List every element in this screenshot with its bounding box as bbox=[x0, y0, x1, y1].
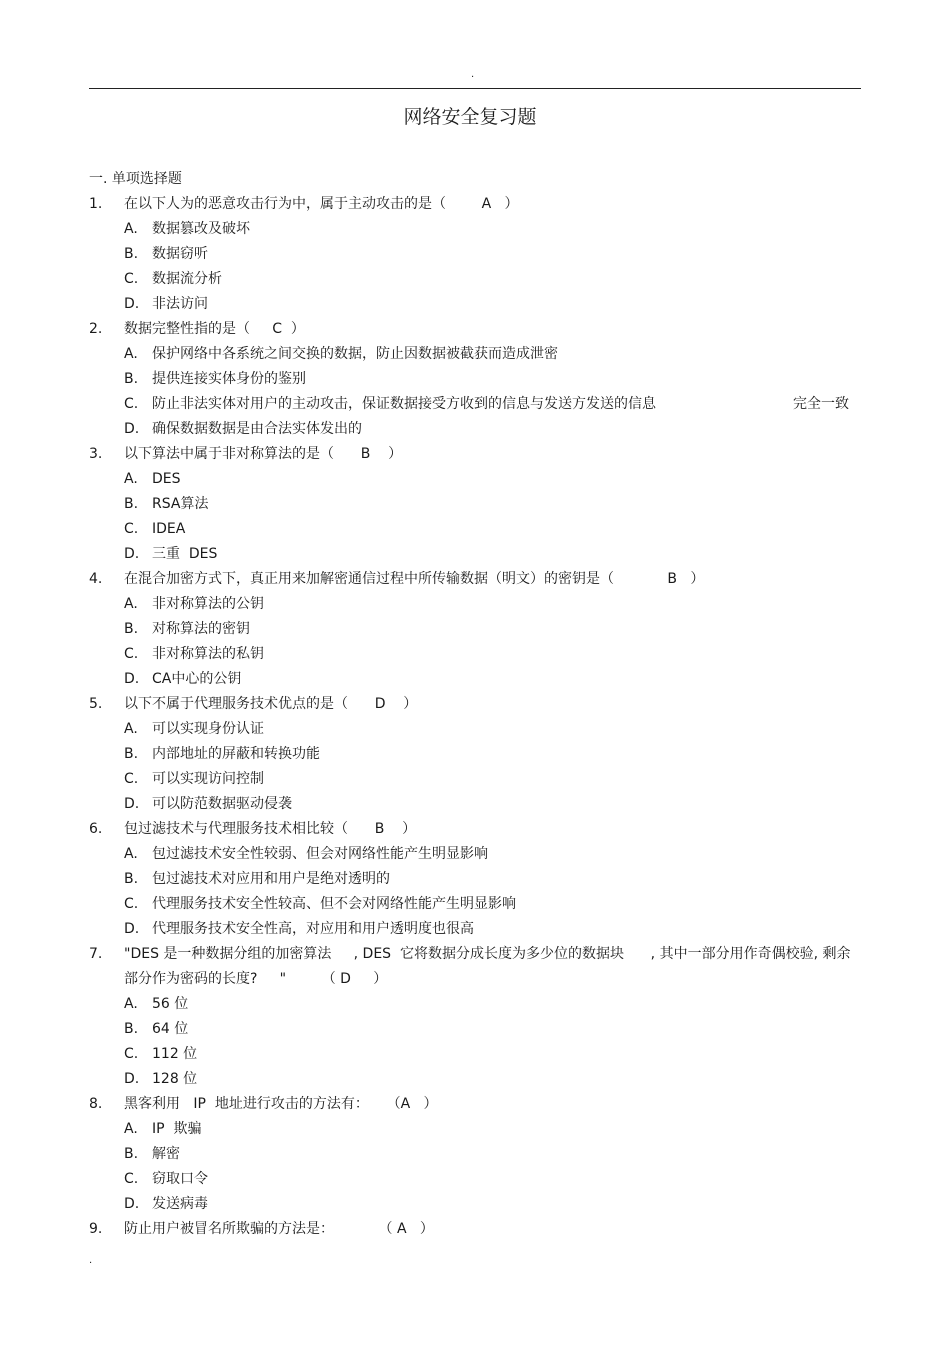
option-text: 数据流分析 bbox=[152, 271, 222, 287]
option-item bbox=[89, 867, 859, 892]
option-text: 三重 DES bbox=[152, 546, 218, 562]
option-letter: B. bbox=[124, 746, 139, 762]
option-text: 代理服务技术安全性较高、但不会对网络性能产生明显影响 bbox=[152, 896, 516, 912]
option-item bbox=[89, 1167, 859, 1192]
option-item bbox=[89, 242, 859, 267]
question-number: 6. bbox=[89, 821, 103, 837]
option-text: IP 欺骗 bbox=[152, 1121, 202, 1137]
option-item bbox=[89, 917, 859, 942]
question-answer: A ） bbox=[446, 196, 519, 212]
option-item bbox=[89, 342, 859, 367]
option-item bbox=[89, 542, 859, 567]
option-item bbox=[89, 667, 859, 692]
option-text: 确保数据数据是由合法实体发出的 bbox=[152, 421, 362, 437]
option-item bbox=[89, 842, 859, 867]
option-text: 数据篡改及破坏 bbox=[152, 221, 250, 237]
option-text: 提供连接实体身份的鉴别 bbox=[152, 371, 306, 387]
option-item bbox=[89, 217, 859, 242]
question-answer: B ） bbox=[334, 446, 403, 462]
option-letter: D. bbox=[124, 671, 140, 687]
option-text: 112 位 bbox=[152, 1046, 198, 1062]
question-number: 5. bbox=[89, 696, 103, 712]
option-letter: A. bbox=[124, 221, 138, 237]
option-text: 128 位 bbox=[152, 1071, 198, 1087]
question-text: 包过滤技术与代理服务技术相比较（ B ） bbox=[124, 821, 417, 837]
option-letter: C. bbox=[124, 1171, 139, 1187]
option-item bbox=[89, 1192, 859, 1217]
option-text: RSA算法 bbox=[152, 496, 209, 512]
section-heading: 一. 单项选择题 bbox=[89, 171, 182, 187]
option-letter: D. bbox=[124, 296, 140, 312]
option-text: 可以实现身份认证 bbox=[152, 721, 264, 737]
option-text: 非法访问 bbox=[152, 296, 208, 312]
option-letter: C. bbox=[124, 646, 139, 662]
option-letter: B. bbox=[124, 621, 139, 637]
question-text: 防止用户被冒名所欺骗的方法是： （ A ） bbox=[124, 1221, 434, 1237]
question-answer: D ） bbox=[348, 696, 418, 712]
option-text: 包过滤技术安全性较弱、但会对网络性能产生明显影响 bbox=[152, 846, 488, 862]
option-item bbox=[89, 992, 859, 1017]
option-letter: C. bbox=[124, 771, 139, 787]
question-answer: C ） bbox=[250, 321, 305, 337]
question-answer: （A ） bbox=[368, 1096, 438, 1112]
option-text: CA中心的公钥 bbox=[152, 671, 242, 687]
option-item bbox=[89, 717, 859, 742]
question-1 bbox=[89, 192, 859, 217]
option-item bbox=[89, 1017, 859, 1042]
option-letter: C. bbox=[124, 1046, 139, 1062]
option-item bbox=[89, 1142, 859, 1167]
question-5 bbox=[89, 692, 859, 717]
option-text: 非对称算法的私钥 bbox=[152, 646, 264, 662]
header-rule bbox=[89, 88, 861, 89]
question-number: 2. bbox=[89, 321, 103, 337]
option-item bbox=[89, 1067, 859, 1092]
option-letter: B. bbox=[124, 496, 139, 512]
option-letter: D. bbox=[124, 1196, 140, 1212]
option-text: 包过滤技术对应用和用户是绝对透明的 bbox=[152, 871, 390, 887]
option-item bbox=[89, 792, 859, 817]
option-text: 代理服务技术安全性高，对应用和用户透明度也很高 bbox=[152, 921, 474, 937]
question-text: 在以下人为的恶意攻击行为中，属于主动攻击的是（ A ） bbox=[124, 196, 519, 212]
option-text: 窃取口令 bbox=[152, 1171, 208, 1187]
option-letter: C. bbox=[124, 396, 139, 412]
option-letter: C. bbox=[124, 521, 139, 537]
question-text: 在混合加密方式下，真正用来加解密通信过程中所传输数据（明文）的密钥是（ B ） bbox=[124, 571, 705, 587]
question-2 bbox=[89, 317, 859, 342]
question-list bbox=[89, 167, 859, 1242]
option-text: 56 位 bbox=[152, 996, 189, 1012]
option-letter: D. bbox=[124, 421, 140, 437]
question-3 bbox=[89, 442, 859, 467]
option-letter: A. bbox=[124, 346, 138, 362]
option-text: 解密 bbox=[152, 1146, 180, 1162]
option-text: DES bbox=[152, 471, 181, 487]
option-text: 非对称算法的公钥 bbox=[152, 596, 264, 612]
question-8 bbox=[89, 1092, 859, 1117]
option-letter: B. bbox=[124, 1021, 139, 1037]
question-number: 8. bbox=[89, 1096, 103, 1112]
option-letter: A. bbox=[124, 1121, 138, 1137]
option-text: 防止非法实体对用户的主动攻击，保证数据接受方收到的信息与发送方发送的信息 bbox=[152, 396, 656, 412]
option-letter: A. bbox=[124, 846, 138, 862]
option-letter: B. bbox=[124, 871, 139, 887]
option-text: IDEA bbox=[152, 521, 186, 537]
option-text: 数据窃听 bbox=[152, 246, 208, 262]
question-text: "DES 是一种数据分组的加密算法 , DES 它将数据分成长度为多少位的数据块 , 其中一部分用作奇偶校验, 剩余部分作为密码的长度? " （ D ） bbox=[124, 946, 851, 987]
page-title: 网络安全复习题 bbox=[403, 106, 537, 128]
option-item bbox=[89, 267, 859, 292]
question-number: 4. bbox=[89, 571, 103, 587]
question-6 bbox=[89, 817, 859, 842]
option-letter: D. bbox=[124, 796, 140, 812]
question-9 bbox=[89, 1217, 859, 1242]
question-text: 以下不属于代理服务技术优点的是（ D ） bbox=[124, 696, 418, 712]
option-text: 64 位 bbox=[152, 1021, 189, 1037]
option-letter: A. bbox=[124, 596, 138, 612]
option-letter: A. bbox=[124, 471, 138, 487]
option-letter: D. bbox=[124, 546, 140, 562]
option-letter: C. bbox=[124, 271, 139, 287]
question-4 bbox=[89, 567, 859, 592]
option-letter: C. bbox=[124, 896, 139, 912]
option-item bbox=[89, 367, 859, 392]
question-number: 1. bbox=[89, 196, 103, 212]
option-text: 发送病毒 bbox=[152, 1196, 208, 1212]
option-letter: B. bbox=[124, 1146, 139, 1162]
option-item bbox=[89, 467, 859, 492]
question-7 bbox=[89, 942, 859, 992]
option-item bbox=[89, 767, 859, 792]
option-item bbox=[89, 592, 859, 617]
bottom-mark: . bbox=[89, 1255, 93, 1266]
option-item bbox=[89, 617, 859, 642]
option-item bbox=[89, 1042, 859, 1067]
option-item bbox=[89, 892, 859, 917]
option-item bbox=[89, 517, 859, 542]
question-text: 数据完整性指的是（ C ） bbox=[124, 321, 305, 337]
question-answer: B ） bbox=[614, 571, 705, 587]
question-answer: B ） bbox=[348, 821, 417, 837]
option-item bbox=[89, 292, 859, 317]
question-text: 黑客利用 IP 地址进行攻击的方法有： （A ） bbox=[124, 1096, 438, 1112]
option-item bbox=[89, 392, 859, 417]
top-mark: . bbox=[471, 69, 475, 80]
option-item bbox=[89, 642, 859, 667]
option-letter: B. bbox=[124, 246, 139, 262]
option-letter: A. bbox=[124, 721, 138, 737]
question-text: 以下算法中属于非对称算法的是（ B ） bbox=[124, 446, 403, 462]
option-letter: D. bbox=[124, 1071, 140, 1087]
option-text: 保护网络中各系统之间交换的数据，防止因数据被截获而造成泄密 bbox=[152, 346, 558, 362]
question-number: 9. bbox=[89, 1221, 103, 1237]
option-item bbox=[89, 492, 859, 517]
option-letter: A. bbox=[124, 996, 138, 1012]
option-text: 对称算法的密钥 bbox=[152, 621, 250, 637]
option-letter: D. bbox=[124, 921, 140, 937]
question-number: 3. bbox=[89, 446, 103, 462]
question-answer: （ A ） bbox=[334, 1221, 434, 1237]
option-letter: B. bbox=[124, 371, 139, 387]
question-number: 7. bbox=[89, 946, 103, 962]
option-text: 可以防范数据驱动侵袭 bbox=[152, 796, 292, 812]
option-text: 可以实现访问控制 bbox=[152, 771, 264, 787]
option-item bbox=[89, 417, 859, 442]
option-item bbox=[89, 742, 859, 767]
option-text: 内部地址的屏蔽和转换功能 bbox=[152, 746, 320, 762]
option-item bbox=[89, 1117, 859, 1142]
option-text-tail: 完全一致 bbox=[793, 396, 849, 412]
